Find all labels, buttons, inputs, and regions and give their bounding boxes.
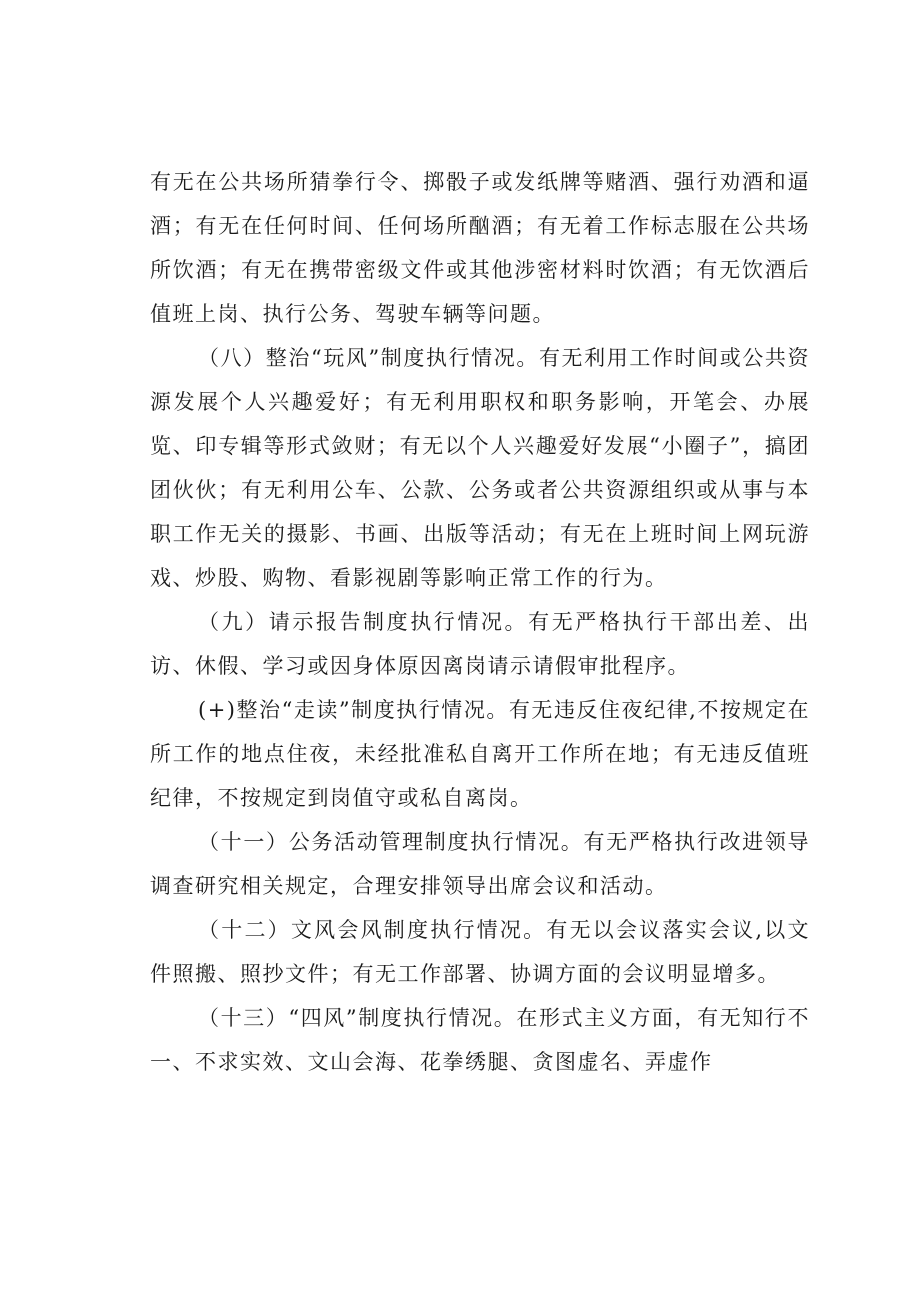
paragraph-drinking-rules: 有无在公共场所猜拳行令、掷骰子或发纸牌等赌酒、强行劝酒和逼酒；有无在任何时间、任何场所酗酒；有无着工作标志服在公共场所饮酒；有无在携带密级文件或其他涉密材料时饮酒；有无饮酒后值班上岗、执行公务、驾驶车辆等问题。 <box>150 170 810 326</box>
paragraph-item-11-official-activities: （十一）公务活动管理制度执行情况。有无严格执行改进领导调查研究相关规定，合理安排领导出席会议和活动。 <box>150 830 810 898</box>
paragraph-item-10-commuting: (+)整治“走读”制度执行情况。有无违反住夜纪律,不按规定在所工作的地点住夜，未经批准私自离开工作所在地；有无违反值班纪律，不按规定到岗值守或私自离岗。 <box>150 698 810 810</box>
paragraph-item-8-play-style: （八）整治“玩风”制度执行情况。有无利用工作时间或公共资源发展个人兴趣爱好；有无利用职权和职务影响，开笔会、办展览、印专辑等形式敛财；有无以个人兴趣爱好发展“小圈子”，搞团团伙伙；有无利用公车、公款、公务或者公共资源组织或从事与本职工作无关的摄影、书画、出版等活动；有无在上班时间上网玩游戏、炒股、购物、看影视剧等影响正常工作的行为。 <box>150 346 810 590</box>
paragraph-item-9-reporting: （九）请示报告制度执行情况。有无严格执行干部出差、出访、休假、学习或因身体原因离岗请示请假审批程序。 <box>150 610 810 678</box>
document-body <box>150 160 810 1084</box>
paragraph-item-13-four-winds: （十三）“四风”制度执行情况。在形式主义方面，有无知行不一、不求实效、文山会海、花拳绣腿、贪图虚名、弄虚作 <box>150 1006 810 1074</box>
paragraph-item-12-writing-meeting-style: （十二）文风会风制度执行情况。有无以会议落实会议,以文件照搬、照抄文件；有无工作部署、协调方面的会议明显增多。 <box>150 918 810 986</box>
